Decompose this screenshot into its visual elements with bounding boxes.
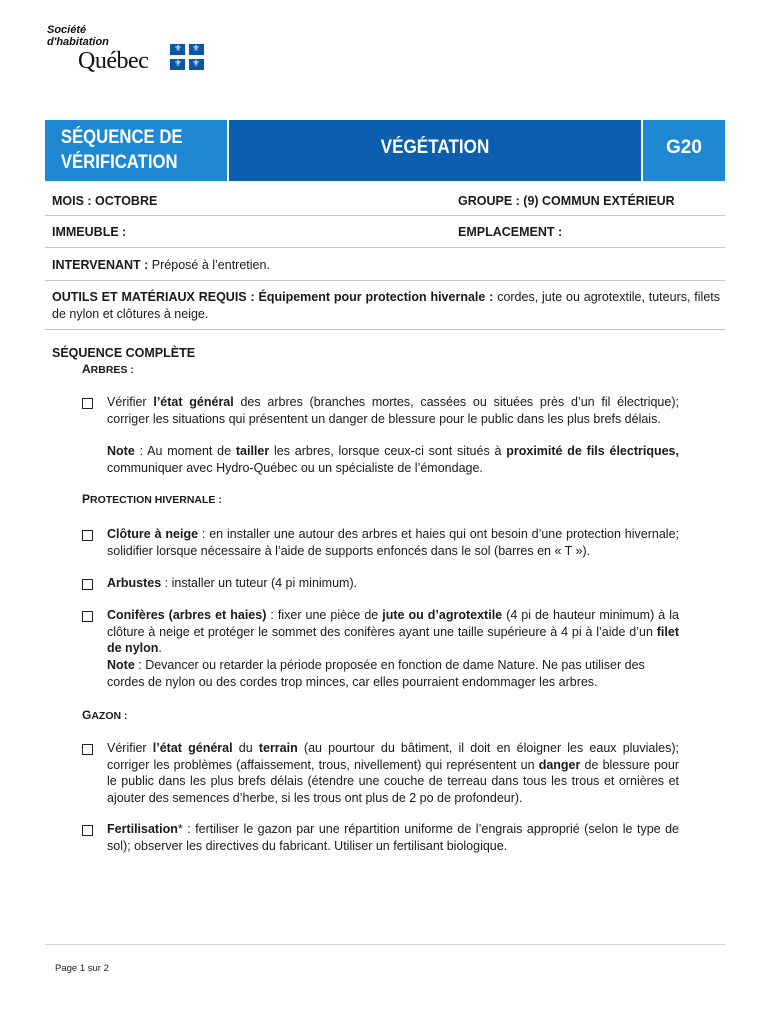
text: (4 pi de hauteur minimum) à la clôture à neige et protéger le sommet des conifères ayant une taille supérieure à 4 pi à l’aide d’un — [107, 608, 679, 639]
checkbox-shrubs[interactable] — [82, 579, 93, 590]
sequence-label-line-2: VÉRIFICATION — [60, 152, 178, 173]
text: Vérifier — [107, 741, 153, 755]
intervenant-value: Préposé à l’entretien. — [148, 258, 270, 272]
logo-line-2: d'habitation — [47, 36, 109, 48]
text: des arbres (branches mortes, cassées ou situées près d’un fil électrique); corriger les situations qui présentent un danger de blessure pour le public dans les plus brefs délais. — [107, 395, 679, 426]
text: l’état général — [153, 395, 234, 409]
text: de blessure pour le public dans les plus brefs délais (étendre une couche de terreau dans tous les trous et ornières et ajouter des semences d’herbe, si les trous ont plus de 2 po de profondeur). — [107, 757, 679, 805]
text: terrain — [258, 741, 298, 755]
month-field: MOIS : OCTOBRE — [52, 194, 158, 208]
text: : en installer une autour des arbres et haies qui ont besoin d’une protection hivernale; solidifier lorsque nécessaire à l’aide de supports enfoncés dans le sol (barres en « T »). — [107, 527, 680, 558]
text: les arbres, lorsque ceux-ci sont situés à — [269, 444, 507, 458]
snow-fence-item — [107, 526, 679, 559]
trees-subheading-rest: RBRES : — [90, 364, 134, 376]
text: Conifères (arbres et haies) — [107, 608, 267, 622]
page-number: Page 1 sur 2 — [55, 963, 109, 974]
winter-protection-subheading — [82, 492, 222, 506]
text: Note — [107, 444, 135, 458]
tools-label: OUTILS ET MATÉRIAUX REQUIS : Équipement pour protection hivernale : — [52, 290, 494, 304]
checkbox-snow-fence[interactable] — [82, 530, 93, 541]
fleur-de-lis-icon: ⚜ — [174, 44, 183, 54]
trees-subheading — [82, 362, 134, 376]
text: Note — [107, 658, 135, 672]
winter-note — [107, 657, 679, 690]
sheet-code-box — [643, 120, 725, 181]
complete-sequence-heading: SÉQUENCE COMPLÈTE — [52, 346, 196, 360]
logo-line-1: Société — [47, 24, 87, 36]
intervenant-label: INTERVENANT : — [52, 258, 149, 272]
checkbox-lawn-general[interactable] — [82, 744, 93, 755]
text: l’état général — [152, 741, 233, 755]
tools-value: cordes, jute ou agrotextile, tuteurs, filets de nylon et clôtures à neige. — [52, 290, 720, 321]
lawn-subheading-rest: AZON : — [91, 710, 128, 722]
text: : fixer une pièce de — [266, 608, 383, 622]
category-title-box — [229, 120, 641, 181]
shq-logo — [47, 24, 217, 76]
sequence-label-box — [45, 120, 227, 181]
fleur-de-lis-icon: ⚜ — [192, 44, 201, 54]
text: filet de nylon — [107, 624, 679, 655]
text: : Devancer ou retarder la période proposée en fonction de dame Nature. Ne pas utiliser des cordes de nylon ou des cordes trop minces, car elles pourraient endommager les arbres. — [107, 658, 645, 689]
trees-general-item — [107, 394, 679, 427]
lawn-subheading-cap: G — [82, 708, 92, 722]
trees-note — [107, 443, 679, 476]
lawn-general-item — [107, 740, 679, 806]
tools-field — [52, 289, 720, 323]
winter-subheading-cap: P — [82, 492, 91, 506]
text: (au pourtour du bâtiment, il doit en éloigner les eaux pluviales); corriger les problèmes (affaissement, trous, nivellement) qui représentent un — [107, 741, 679, 772]
text: communiquer avec Hydro-Québec ou un spécialiste de l’émondage. — [107, 460, 483, 475]
header-band — [45, 120, 725, 181]
location-field: EMPLACEMENT : — [458, 225, 563, 239]
text: Fertilisation — [107, 822, 178, 836]
text: . — [158, 641, 162, 655]
checkbox-fertilisation[interactable] — [82, 825, 93, 836]
text: Vérifier — [107, 395, 154, 409]
text: tailler — [235, 444, 270, 458]
winter-subheading-rest: ROTECTION HIVERNALE : — [90, 494, 222, 506]
text: Clôture à neige — [107, 527, 199, 541]
fleur-de-lis-icon: ⚜ — [174, 59, 183, 69]
category-title: VÉGÉTATION — [380, 137, 490, 158]
intervenant-field — [52, 257, 270, 274]
checkbox-conifers[interactable] — [82, 611, 93, 622]
shrubs-item — [107, 575, 679, 592]
text: danger — [538, 757, 581, 772]
logo-quebec-text: Québec — [78, 48, 149, 74]
text: : Au moment de — [134, 444, 236, 458]
fertilisation-item — [107, 821, 679, 854]
sheet-code: G20 — [666, 137, 702, 158]
text: jute ou d’agrotextile — [382, 608, 503, 622]
group-field: GROUPE : (9) COMMUN EXTÉRIEUR — [458, 194, 675, 208]
sequence-label-line-1: SÉQUENCE DE — [60, 127, 183, 148]
quebec-flag-icon — [170, 44, 204, 70]
conifers-item — [107, 607, 679, 657]
building-field: IMMEUBLE : — [52, 225, 127, 239]
text: du — [232, 741, 259, 755]
text: Arbustes — [107, 576, 162, 590]
text: proximité de fils électriques, — [506, 444, 679, 458]
fleur-de-lis-icon: ⚜ — [192, 59, 201, 69]
checkbox-trees-general[interactable] — [82, 398, 93, 409]
text: * : fertiliser le gazon par une répartition uniforme de l’engrais approprié (selon le type de sol); observer les directives du fabricant. Utiliser un fertilisant biologique. — [107, 822, 679, 853]
trees-subheading-cap: A — [82, 362, 91, 376]
lawn-subheading — [82, 708, 128, 722]
text: : installer un tuteur (4 pi minimum). — [161, 576, 358, 590]
